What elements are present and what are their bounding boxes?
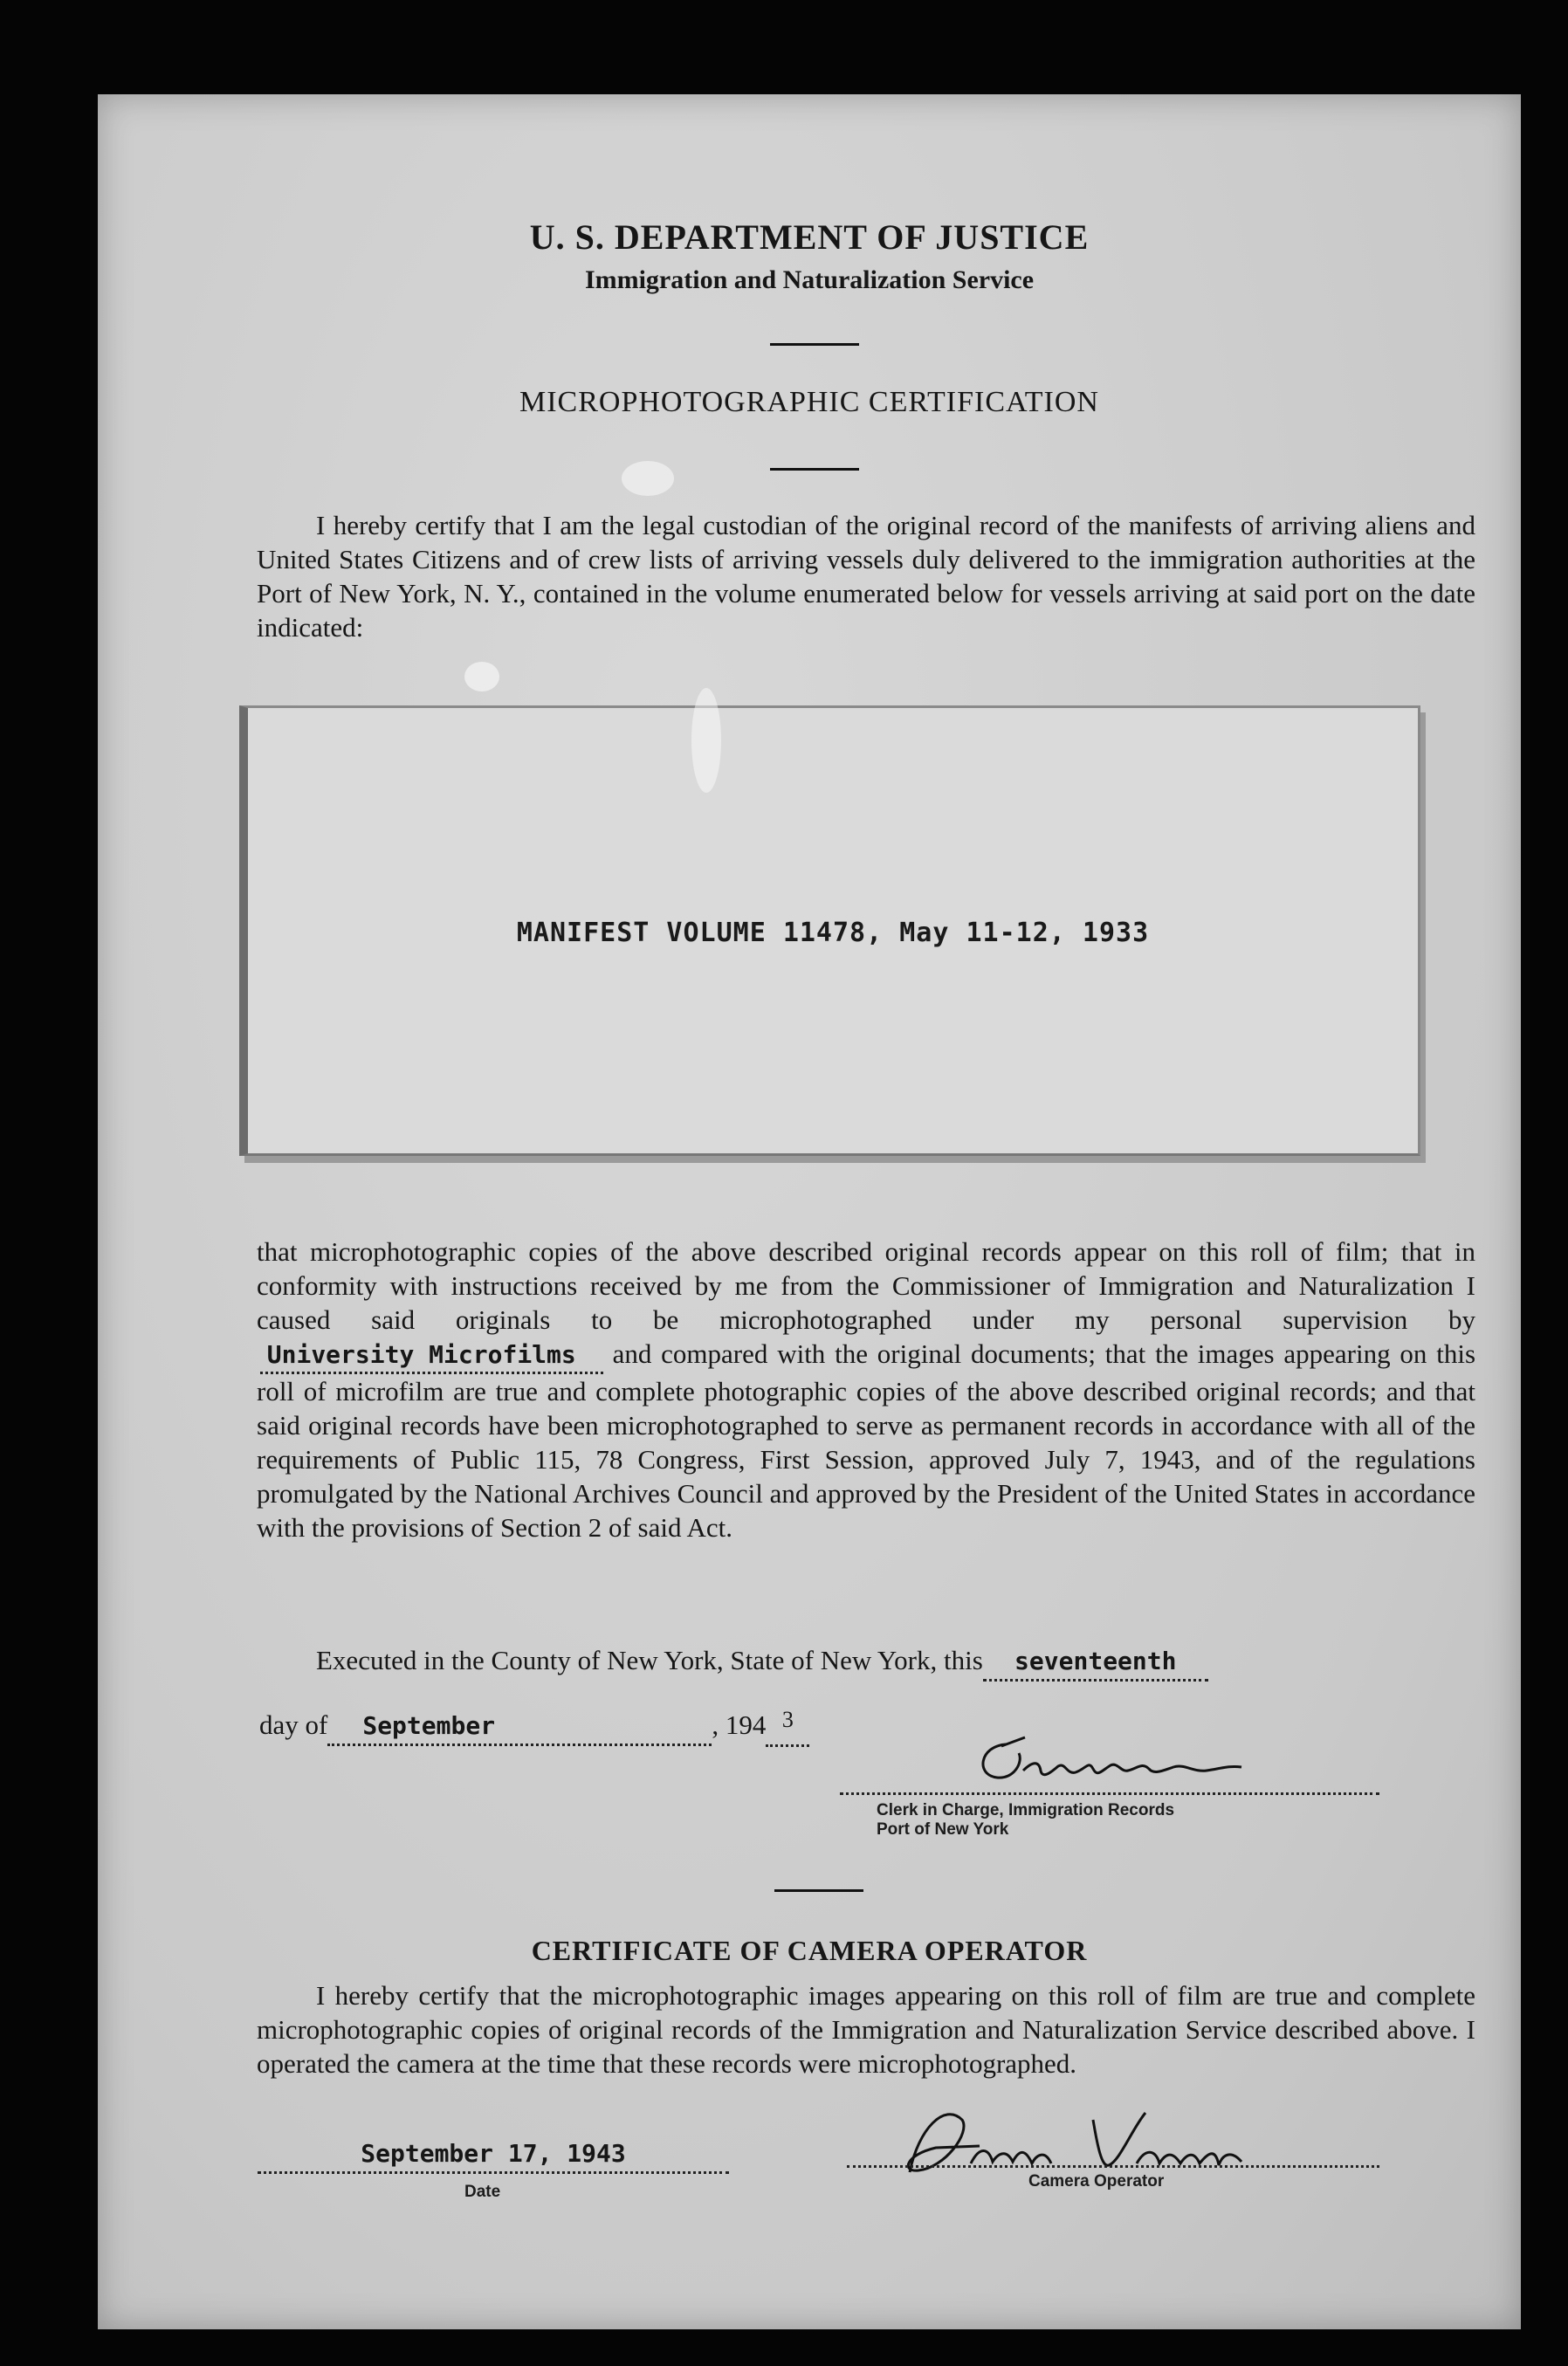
service-subheading: Immigration and Naturalization Service — [584, 265, 1035, 294]
intro-text: I hereby certify that I am the legal custodian of the original record of the manifests of arriving aliens and United States Citizens and of crew lists of arriving vessels duly delivered to the immigration authorities at the Port of New York, N. Y., contained in the volume enumerated below for vessels arriving at said port on the date indicated: — [257, 510, 1475, 643]
executed-prefix: Executed in the County of New York, State of New York, this — [316, 1645, 983, 1675]
divider-rule — [770, 343, 859, 346]
year-digit: 3 — [781, 1707, 794, 1732]
clerk-title — [877, 1801, 1174, 1840]
day-of-label: day of — [259, 1709, 328, 1740]
clerk-signature-line — [840, 1792, 1379, 1795]
date-line — [259, 1708, 809, 1747]
year-prefix: , 194 — [712, 1709, 767, 1740]
camera-paragraph — [257, 1978, 1475, 2081]
operator-label: Camera Operator — [1028, 2172, 1165, 2191]
manifest-label: MANIFEST VOLUME 11478, May 11-12, 1933 — [516, 918, 1150, 948]
executed-month: September — [362, 1711, 496, 1740]
camera-heading: CERTIFICATE OF CAMERA OPERATOR — [531, 1935, 1088, 1966]
clerk-title-line1: Clerk in Charge, Immigration Records — [877, 1801, 1175, 1819]
department-heading: U. S. DEPARTMENT OF JUSTICE — [529, 217, 1090, 257]
certification-body — [257, 1235, 1475, 1544]
intro-paragraph — [257, 508, 1475, 644]
certification-title: MICROPHOTOGRAPHIC CERTIFICATION — [519, 386, 1099, 418]
operator-signature-line — [847, 2165, 1379, 2168]
executed-line — [316, 1643, 1208, 1682]
company-name: University Microfilms — [266, 1340, 576, 1369]
camera-date-value: September 17, 1943 — [361, 2139, 626, 2168]
clerk-title-line2: Port of New York — [877, 1820, 1009, 1839]
film-blemish — [464, 662, 499, 691]
manifest-insert — [239, 705, 1420, 1156]
body-text-start: that microphotographic copies of the above described original records appear on this roll of film; that in conformity with instructions received by me from the Commissioner of Immigration and Naturalization I caused said originals to be microphotographed under my personal supervision by — [257, 1236, 1475, 1335]
certificate-sheet — [98, 94, 1521, 2329]
divider-rule — [770, 468, 859, 471]
date-label: Date — [464, 2183, 501, 2201]
body-text-end: and compared with the original documents; that the images appearing on this roll of microfilm are true and complete photographic copies of the above described original records; and that said original records have been microphotographed to serve as permanent records in accordance with all of the requirements of Public 115, 78 Congress, First Session, approved July 7, 1943, and of the regulations promulgated by the National Archives Council and approved by the President of the United States in accordance with the provisions of Section 2 of said Act. — [257, 1338, 1476, 1543]
clerk-signature — [971, 1727, 1250, 1797]
film-blemish — [691, 688, 721, 793]
executed-day: seventeenth — [1014, 1647, 1177, 1675]
divider-rule — [774, 1889, 863, 1892]
camera-date-line — [258, 2136, 729, 2174]
camera-text: I hereby certify that the microphotographic images appearing on this roll of film are true and complete microphotographic copies of original records of the Immigration and Naturalization Service described above. I operated the camera at the time that these records were microphotographed. — [257, 1980, 1475, 2079]
film-blemish — [622, 461, 674, 496]
